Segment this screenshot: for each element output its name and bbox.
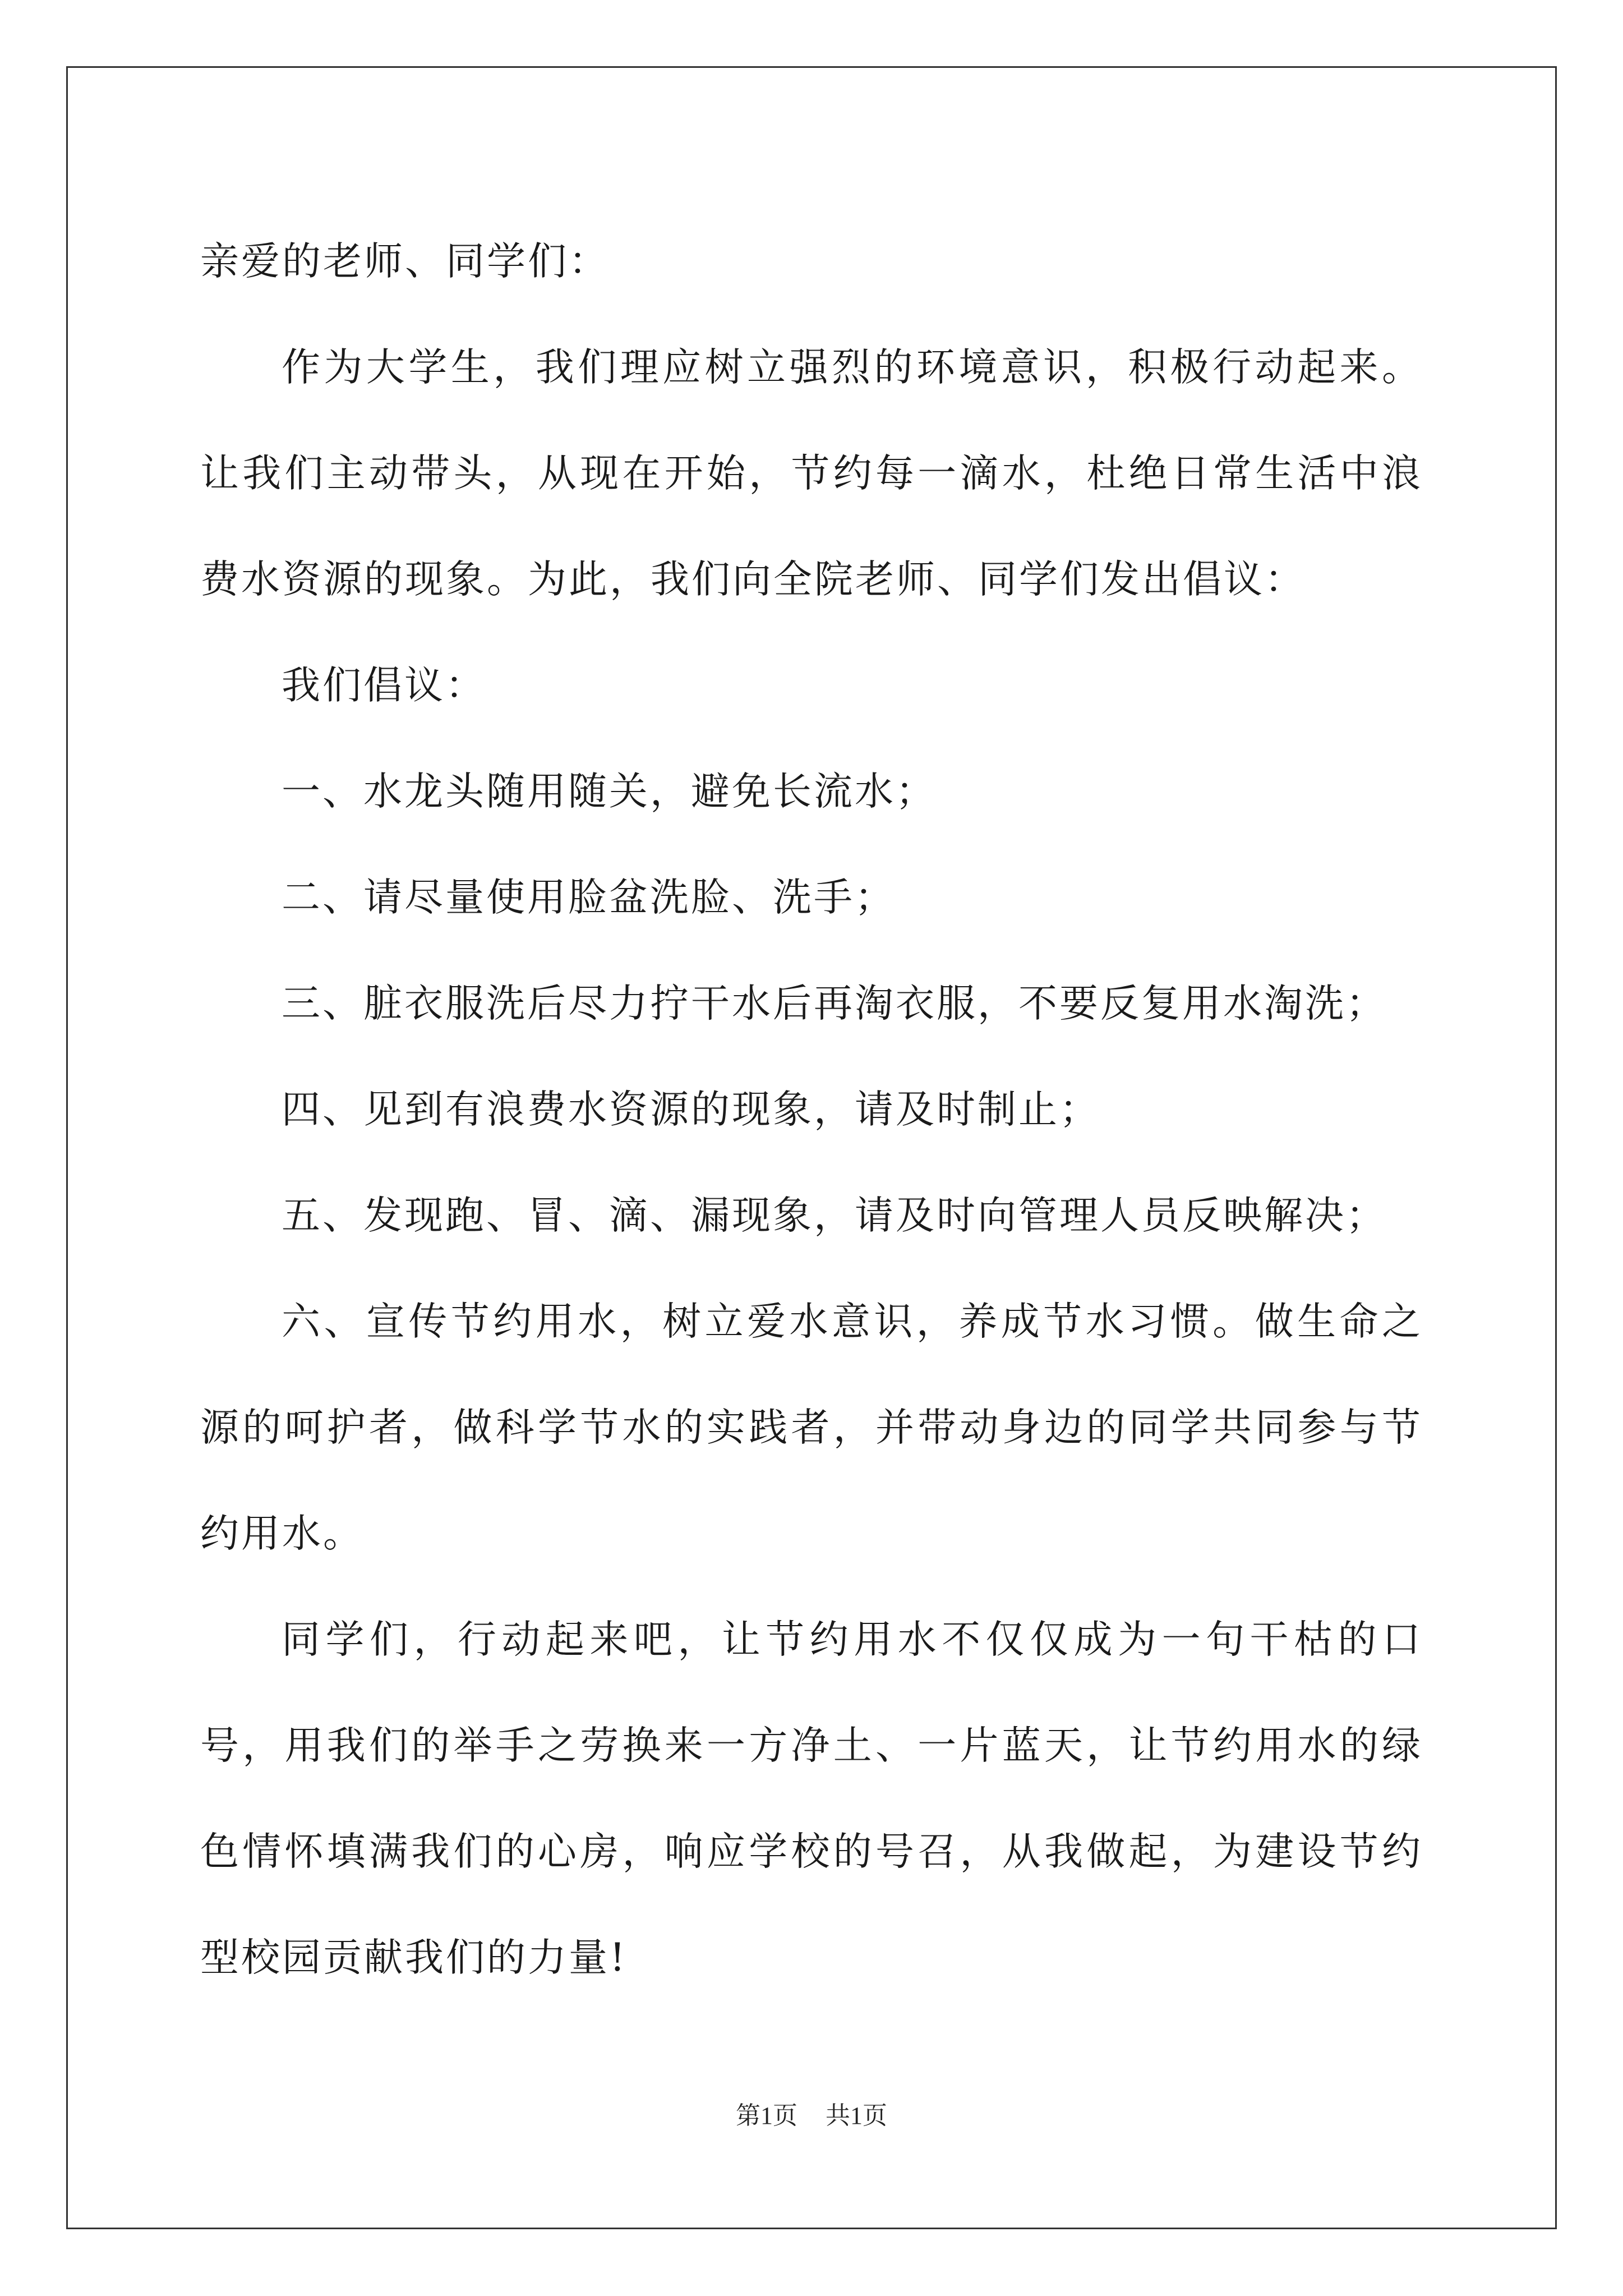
list-item-4: 四、见到有浪费水资源的现象，请及时制止；: [282, 1087, 1100, 1132]
list-item-6: 六、宣传节约用水，树立爱水意识，养成节水习惯。做生命之源的呵护者，做科学节水的实践者，并带动身边的同学共同参与节约用水。: [200, 1299, 1423, 1556]
paragraph-closing: 同学们，行动起来吧，让节约用水不仅仅成为一句干枯的口号，用我们的举手之劳换来一方净土、一片蓝天，让节约用水的绿色情怀填满我们的心房，响应学校的号召，从我做起，为建设节约型校园贡献我们的力量!: [200, 1617, 1423, 1980]
page-footer: [0, 2095, 1623, 2131]
document-body: [200, 209, 1423, 2011]
paragraph-intro: 作为大学生，我们理应树立强烈的环境意识，积极行动起来。让我们主动带头，从现在开始，节约每一滴水，杜绝日常生活中浪费水资源的现象。为此，我们向全院老师、同学们发出倡议：: [200, 345, 1423, 602]
list-item-5: 五、发现跑、冒、滴、漏现象，请及时向管理人员反映解决；: [282, 1193, 1387, 1238]
page-number-total: 共1页: [826, 2102, 887, 2129]
page-number-current: 第1页: [736, 2102, 797, 2129]
paragraph-proposal-heading: 我们倡议：: [282, 663, 486, 708]
salutation: 亲爱的老师、同学们：: [200, 239, 610, 284]
list-item-1: 一、水龙头随用随关，避免长流水；: [282, 769, 937, 814]
list-item-3: 三、脏衣服洗后尽力拧干水后再淘衣服，不要反复用水淘洗；: [282, 981, 1387, 1026]
list-item-2: 二、请尽量使用脸盆洗脸、洗手；: [282, 875, 896, 920]
